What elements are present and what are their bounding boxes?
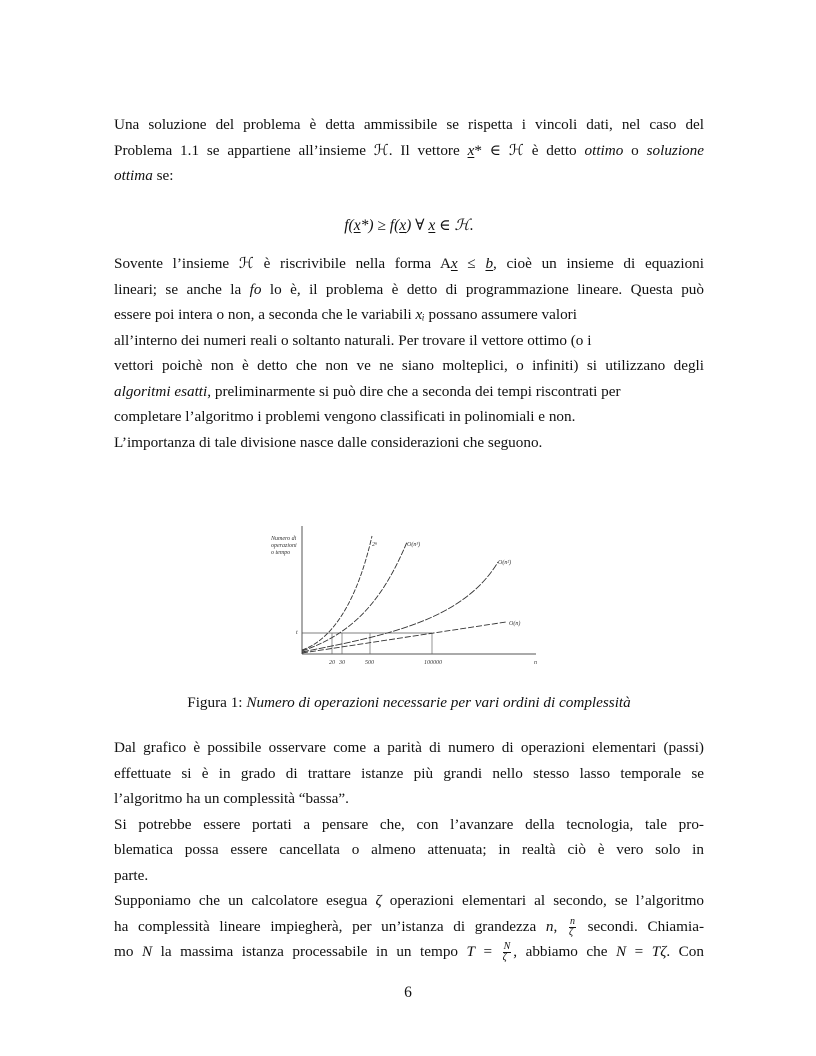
text-run: operazioni elementari al secondo, se l’algoritmo [381,892,704,909]
paragraph-line: Una soluzione del problema è detta ammissibile se rispetta i vincoli dati, nel caso del [114,116,704,133]
paragraph-line [114,163,704,189]
symbol-T-zeta: Tζ [651,943,667,960]
formula-part: *) ≥ f( [360,217,400,234]
figure-caption [114,694,704,712]
fraction-n-over-zeta [569,917,576,938]
formula-part: ) ∀ [406,217,429,234]
paragraph-graph-discussion [114,735,704,965]
symbol-T: T [466,943,475,960]
page-number: 6 [404,984,412,1001]
term-soluzione: soluzione [646,141,704,159]
tick-label: 20 [329,660,335,666]
text-run: secondi. Chiamia- [577,917,704,935]
fraction-N-over-zeta [503,942,512,963]
paragraph-line [114,914,704,940]
text-run: la massima istanza processabile in un tempo [152,943,467,960]
curve-label: O(n³) [407,542,421,548]
y-axis-label: operazioni [271,543,297,549]
y-axis-label: Numero di [271,536,297,542]
text-run: Problema 1.1 se appartiene all’insieme ℋ. Il vettore [114,141,468,159]
paragraph-line [114,939,704,965]
caption-prefix: Figura 1: [187,694,247,711]
text-run: * ∈ ℋ è detto [474,141,585,159]
paragraph-line: l’algoritmo ha un complessità “bassa”. [114,790,349,807]
paragraph-line: Dal grafico è possibile osservare come a parità di numero di operazioni elementari (passi) [114,739,704,756]
text-run: essere poi intera o non, a seconda che le variabili [114,306,416,323]
text-run: , [553,917,558,935]
paragraph-line [114,888,704,914]
term-algoritmi-esatti: algoritmi esatti [114,382,208,400]
formula-x: x [399,217,407,234]
paragraph-line: L’importanza di tale divisione nasce dalle considerazioni che seguono. [114,433,543,451]
paragraph-admissible-solution [114,112,704,189]
text-run: lineari; se anche la [114,280,250,298]
term-ottima: ottima [114,167,153,184]
paragraph-line: parte. [114,866,149,884]
symbol-N: N [616,943,627,960]
fraction-numerator: N [503,941,511,953]
paragraph-line [114,302,704,328]
paragraph-line [114,379,704,405]
complexity-figure [262,522,554,670]
text-run: = [474,943,501,960]
tick-label: 30 [339,660,345,666]
curve-label: O(n²) [498,560,512,566]
symbol-zeta: ζ [375,892,382,909]
symbol-n: n [545,917,554,935]
formula-x: x [428,217,436,234]
text-run: ha complessità lineare impiegherà, per un’istanza di grandezza [114,917,546,935]
paragraph-line: blematica possa essere cancellata o almeno attenuata; in realtà ciò è vero solo in [114,841,704,858]
y-axis-label: o tempo [271,550,291,556]
text-run: lo è, il problema è detto di programmazione lineare. Questa può [261,280,704,298]
n-label: n [534,660,537,666]
term-ottimo: ottimo [584,141,624,159]
paragraph-line: all’interno dei numeri reali o soltanto naturali. Per trovare il vettore ottimo (o i [114,331,592,349]
text-run: , abbiamo che [513,943,616,960]
formula-part: f( [344,217,354,234]
paragraph-line [114,251,704,277]
term-fo: fo [249,280,262,298]
paragraph-line [114,138,704,164]
text-run: Sovente l’insieme ℋ è riscrivibile nella forma A [114,255,451,272]
optimality-formula [114,216,704,235]
paragraph-line: effettuate si è in grado di trattare istanze più grandi nello stesso lasso temporale se [114,764,704,782]
text-run: , cioè un insieme di equazioni [493,255,704,272]
curve-label: 2ⁿ [372,542,377,548]
paragraph-line: completare l’algoritmo i problemi vengono classificati in polinomiali e non. [114,408,576,425]
text-run: ≤ [457,255,486,272]
formula-part: ∈ ℋ. [435,217,474,234]
curve-cubic [302,542,407,651]
text-run: possano assumere valori [424,306,577,323]
formula-x: x [353,217,361,234]
text-run: . Con [666,943,704,960]
caption-text: Numero di operazioni necessarie per vari ordini di complessità [246,694,631,711]
tick-label: 500 [365,660,374,666]
t-label: t [296,630,298,636]
fraction-denominator: ζ [568,926,574,938]
paragraph-line [114,277,704,303]
curve-label: O(n) [509,621,521,627]
text-run: , preliminarmente si può dire che a seconda dei tempi riscontrati per [207,382,621,400]
fraction-numerator: n [569,915,575,927]
text-run: Supponiamo che un calcolatore esegua [114,892,376,909]
vector-b: b [485,255,494,272]
tick-label: 100000 [424,660,442,666]
vector-x: x [467,141,475,159]
vector-x: x [450,255,458,272]
complexity-graph [262,522,554,670]
text-run: o [623,141,647,159]
variable-xi: xᵢ [415,306,425,323]
paragraph-line: Si potrebbe essere portati a pensare che, con l’avanzare della tecnologia, tale pro- [114,815,704,833]
symbol-N: N [141,943,153,960]
text-run: = [626,943,652,960]
text-run: mo [114,943,142,960]
fraction-denominator: ζ [502,952,507,964]
paragraph-line: vettori poichè non è detto che non ve ne siano molteplici, o infiniti) si utilizzano degli [114,357,704,374]
text-run: se: [152,167,174,184]
paragraph-linear-programming [114,251,704,455]
